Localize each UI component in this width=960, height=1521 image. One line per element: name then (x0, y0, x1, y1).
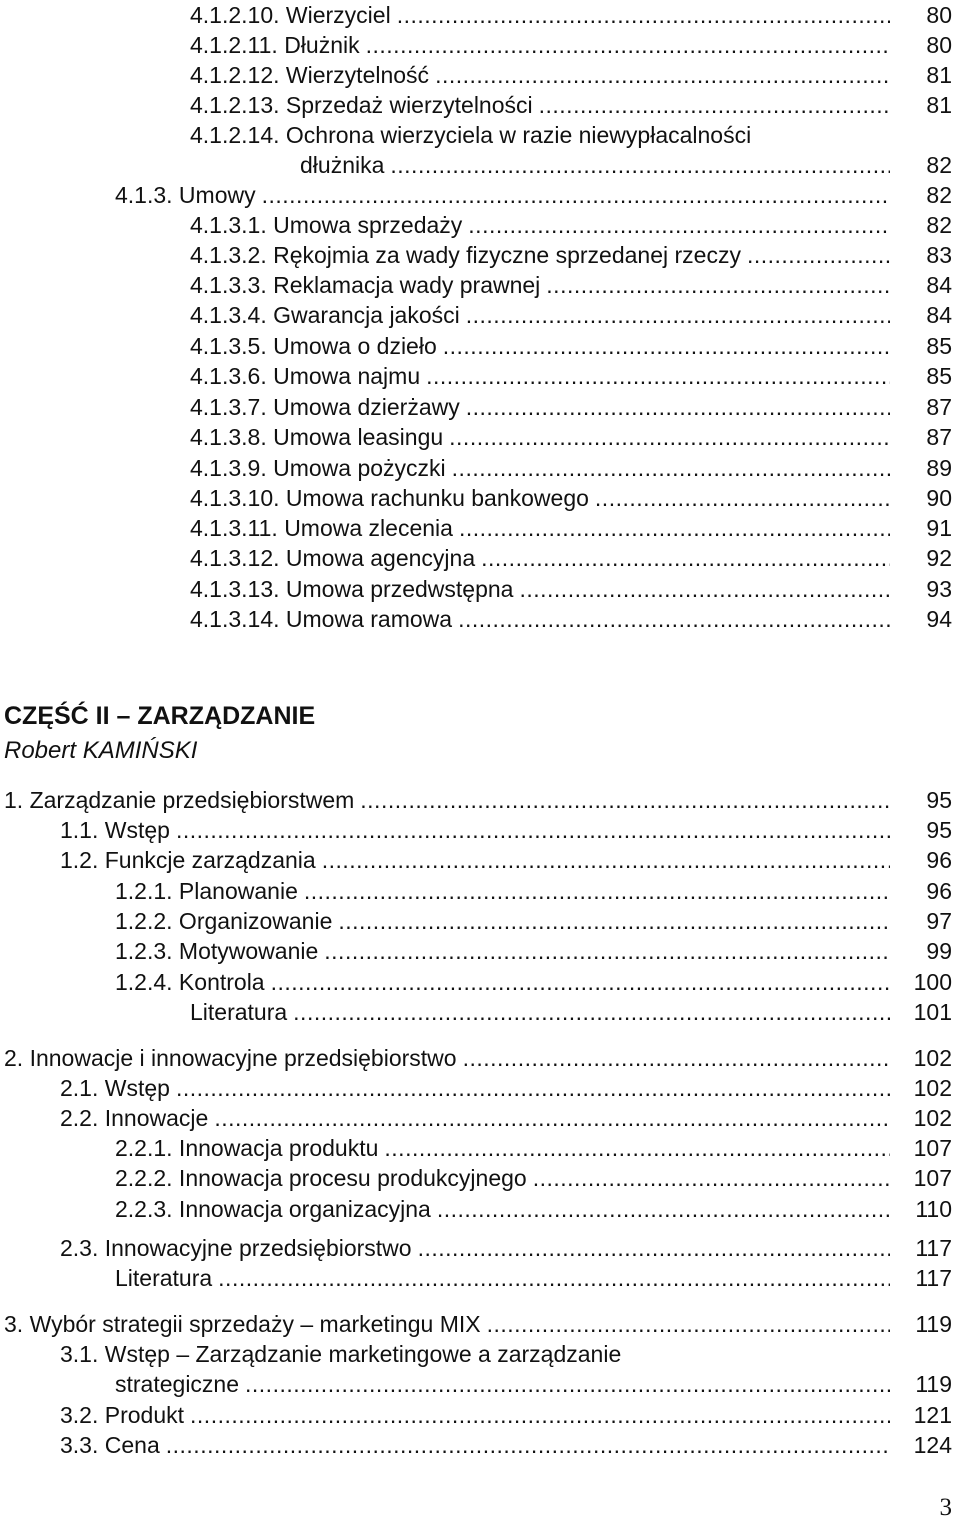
toc-entry (60, 1400, 960, 1430)
toc-entry-page: 95 (926, 817, 952, 843)
toc-entry-page: 85 (926, 333, 952, 359)
toc-leader-dots (452, 604, 890, 634)
toc-entry-line (190, 30, 890, 60)
toc-entry-page: 117 (915, 1235, 952, 1261)
toc-entry-page: 102 (913, 1075, 952, 1101)
toc-leader-dots (431, 1194, 890, 1224)
toc-entry-line (115, 1163, 890, 1193)
toc-leader-dots (316, 845, 890, 875)
toc-leader-dots (332, 906, 890, 936)
toc-entry-page: 82 (926, 182, 952, 208)
toc-entry-title: 4.1.3.13. Umowa przedwstępna (190, 576, 514, 602)
toc-entry (115, 876, 960, 906)
toc-entry-page: 107 (913, 1165, 952, 1191)
toc-leader-dots (457, 1043, 890, 1073)
toc-leader-dots (256, 180, 890, 210)
toc-leader-dots (460, 392, 890, 422)
toc-leader-dots (170, 815, 890, 845)
toc-entry-page: 117 (915, 1265, 952, 1291)
toc-leader-dots (589, 483, 890, 513)
toc-entry (190, 453, 960, 483)
toc-entry (190, 392, 960, 422)
toc-entry-line (190, 120, 890, 150)
toc-leader-dots (540, 270, 890, 300)
toc-entry-line (115, 876, 890, 906)
toc-entry (190, 210, 960, 240)
toc-entry (190, 604, 960, 634)
toc-leader-dots (460, 300, 890, 330)
toc-entry-page: 99 (926, 938, 952, 964)
toc-entry-title: 2. Innowacje i innowacyjne przedsiębiorstwo (4, 1045, 457, 1071)
toc-leader-dots (462, 210, 890, 240)
toc-entry (190, 120, 960, 150)
toc-leader-dots (391, 0, 890, 30)
toc-entry (60, 1430, 960, 1460)
toc-entry-page: 124 (913, 1432, 952, 1458)
toc-leader-dots (212, 1263, 890, 1293)
toc-leader-dots (208, 1103, 890, 1133)
toc-entry-line (190, 422, 890, 452)
toc-entry-line (60, 1073, 890, 1103)
page-number: 3 (939, 1494, 952, 1521)
toc-entry-title: 2.2.3. Innowacja organizacyjna (115, 1196, 431, 1222)
toc-leader-dots (446, 453, 890, 483)
toc-entry-line (115, 967, 890, 997)
toc-entry-title: 4.1.2.10. Wierzyciel (190, 2, 391, 28)
toc-entry (60, 1339, 960, 1369)
toc-entry (190, 422, 960, 452)
toc-entry (60, 845, 960, 875)
toc-entry-line (190, 604, 890, 634)
toc-entry-title: 4.1.3. Umowy (115, 182, 256, 208)
toc-entry-title: 1. Zarządzanie przedsiębiorstwem (4, 787, 355, 813)
toc-entry-title: 4.1.3.10. Umowa rachunku bankowego (190, 485, 589, 511)
toc-entry (115, 1133, 960, 1163)
toc-leader-dots (378, 1133, 890, 1163)
toc-entry-title: 4.1.3.1. Umowa sprzedaży (190, 212, 463, 238)
toc-entry (190, 270, 960, 300)
toc-entry-page: 89 (926, 455, 952, 481)
toc-entry-line (190, 0, 890, 30)
toc-entry (4, 1043, 960, 1073)
part-author: Robert KAMIŃSKI (4, 737, 198, 764)
toc-entry-line (60, 815, 890, 845)
toc-entry-title: dłużnika (300, 152, 385, 178)
toc-entry-line (60, 1400, 890, 1430)
toc-entry-title: 2.3. Innowacyjne przedsiębiorstwo (60, 1235, 412, 1261)
toc-entry (300, 150, 960, 180)
toc-leader-dots (533, 90, 890, 120)
toc-entry-line (115, 180, 890, 210)
toc-leader-dots (412, 1233, 890, 1263)
toc-entry-title: 4.1.3.14. Umowa ramowa (190, 606, 453, 632)
toc-entry-line (190, 543, 890, 573)
toc-entry-title: 3.2. Produkt (60, 1402, 185, 1428)
toc-entry-page: 83 (926, 242, 952, 268)
toc-entry-title: 2.2.2. Innowacja procesu produkcyjnego (115, 1165, 527, 1191)
toc-entry-line (190, 361, 890, 391)
toc-entry-title: 2.2.1. Innowacja produktu (115, 1135, 379, 1161)
toc-entry-title: 3. Wybór strategii sprzedaży – marketingu MIX (4, 1311, 481, 1337)
toc-entry-line (60, 1339, 890, 1369)
toc-entry-page: 85 (926, 363, 952, 389)
toc-entry (190, 60, 960, 90)
toc-entry-page: 121 (913, 1402, 952, 1428)
toc-entry (190, 483, 960, 513)
toc-entry (4, 785, 960, 815)
toc-entry-line (115, 906, 890, 936)
toc-entry (115, 1369, 960, 1399)
toc-entry-title: 1.1. Wstęp (60, 817, 170, 843)
toc-entry-page: 96 (926, 878, 952, 904)
toc-entry (190, 30, 960, 60)
toc-leader-dots (453, 513, 890, 543)
toc-entry-title: 4.1.3.7. Umowa dzierżawy (190, 394, 460, 420)
toc-entry-line (190, 513, 890, 543)
toc-entry (115, 906, 960, 936)
toc-entry-line (190, 574, 890, 604)
toc-entry-page: 119 (915, 1311, 952, 1337)
toc-entry (60, 1103, 960, 1133)
toc-entry-line (190, 997, 890, 1027)
toc-leader-dots (160, 1430, 890, 1460)
toc-entry-title: 2.1. Wstęp (60, 1075, 170, 1101)
toc-entry-page: 100 (913, 969, 952, 995)
toc-entry-line (4, 1043, 890, 1073)
toc-leader-dots (527, 1163, 890, 1193)
toc-entry-page: 90 (926, 485, 952, 511)
toc-leader-dots (741, 240, 890, 270)
toc-leader-dots (184, 1400, 890, 1430)
toc-entry-line (190, 270, 890, 300)
part-heading: CZĘŚĆ II – ZARZĄDZANIE (4, 702, 316, 730)
toc-entry-page: 110 (915, 1196, 952, 1222)
toc-entry-line (190, 331, 890, 361)
toc-entry (60, 815, 960, 845)
toc-entry (190, 331, 960, 361)
toc-entry-title: 4.1.2.14. Ochrona wierzyciela w razie niewypłacalności (190, 122, 752, 148)
toc-entry (190, 513, 960, 543)
toc-entry-title: 4.1.2.12. Wierzytelność (190, 62, 430, 88)
toc-entry-page: 102 (913, 1045, 952, 1071)
toc-entry-title: 2.2. Innowacje (60, 1105, 209, 1131)
toc-leader-dots (513, 574, 890, 604)
toc-entry (190, 997, 960, 1027)
toc-entry-line (190, 453, 890, 483)
toc-entry-page: 82 (926, 212, 952, 238)
toc-entry-page: 84 (926, 302, 952, 328)
toc-leader-dots (298, 876, 890, 906)
toc-entry (190, 361, 960, 391)
toc-entry-title: 3.3. Cena (60, 1432, 160, 1458)
toc-entry (115, 1263, 960, 1293)
toc-entry-line (190, 483, 890, 513)
toc-entry-line (4, 785, 890, 815)
toc-leader-dots (475, 543, 890, 573)
toc-entry-title: 4.1.3.3. Reklamacja wady prawnej (190, 272, 541, 298)
toc-entry (190, 574, 960, 604)
toc-entry-page: 80 (926, 32, 952, 58)
toc-leader-dots (170, 1073, 890, 1103)
toc-leader-dots (239, 1369, 890, 1399)
toc-entry-line (115, 1194, 890, 1224)
toc-entry-title: 1.2.1. Planowanie (115, 878, 298, 904)
toc-entry-page: 101 (913, 999, 952, 1025)
toc-leader-dots (481, 1309, 890, 1339)
toc-entry (190, 543, 960, 573)
toc-entry-title: 4.1.2.13. Sprzedaż wierzytelności (190, 92, 533, 118)
toc-entry-page: 82 (926, 152, 952, 178)
toc-entry (115, 936, 960, 966)
toc-entry (60, 1073, 960, 1103)
toc-entry-line (190, 392, 890, 422)
toc-entry (190, 300, 960, 330)
toc-leader-dots (420, 361, 890, 391)
toc-entry-title: Literatura (115, 1265, 213, 1291)
toc-entry-line (60, 1103, 890, 1133)
toc-entry (115, 1194, 960, 1224)
toc-entry-page: 93 (926, 576, 952, 602)
toc-entry-line (115, 1133, 890, 1163)
toc-entry-page: 81 (926, 62, 952, 88)
toc-entry-page: 102 (913, 1105, 952, 1131)
toc-entry-title: 4.1.3.11. Umowa zlecenia (190, 515, 453, 541)
toc-entry (115, 1163, 960, 1193)
toc-entry-title: 4.1.3.12. Umowa agencyjna (190, 545, 476, 571)
toc-entry (190, 240, 960, 270)
toc-leader-dots (265, 967, 890, 997)
toc-entry-page: 92 (926, 545, 952, 571)
toc-leader-dots (287, 997, 890, 1027)
toc-entry (190, 90, 960, 120)
toc-entry-title: 4.1.3.2. Rękojmia za wady fizyczne sprzedanej rzeczy (190, 242, 741, 268)
toc-leader-dots (429, 60, 890, 90)
toc-leader-dots (354, 785, 890, 815)
toc-entry (60, 1233, 960, 1263)
toc-entry-line (4, 1309, 890, 1339)
toc-entry-line (60, 845, 890, 875)
toc-leader-dots (318, 936, 890, 966)
toc-entry-page: 91 (926, 515, 952, 541)
toc-entry-line (190, 210, 890, 240)
toc-entry (115, 180, 960, 210)
toc-entry-page: 87 (926, 394, 952, 420)
toc-entry-page: 97 (926, 908, 952, 934)
toc-entry-page: 96 (926, 847, 952, 873)
toc-entry (190, 0, 960, 30)
toc-entry-line (60, 1430, 890, 1460)
toc-leader-dots (443, 422, 890, 452)
toc-entry (4, 1309, 960, 1339)
toc-entry-line (115, 1369, 890, 1399)
toc-entry-page: 94 (926, 606, 952, 632)
toc-entry-title: 1.2. Funkcje zarządzania (60, 847, 316, 873)
toc-entry-line (300, 150, 890, 180)
toc-entry-title: 4.1.3.4. Gwarancja jakości (190, 302, 460, 328)
toc-entry-title: 4.1.3.6. Umowa najmu (190, 363, 421, 389)
toc-leader-dots (437, 331, 890, 361)
toc-leader-dots (384, 150, 890, 180)
toc-entry-title: 1.2.4. Kontrola (115, 969, 265, 995)
toc-entry-page: 84 (926, 272, 952, 298)
toc-entry-line (190, 60, 890, 90)
toc-entry-line (190, 240, 890, 270)
toc-entry-line (190, 90, 890, 120)
toc-entry-page: 107 (913, 1135, 952, 1161)
toc-entry-page: 95 (926, 787, 952, 813)
toc-entry-line (115, 1263, 890, 1293)
toc-leader-dots (360, 30, 890, 60)
toc-entry-page: 81 (926, 92, 952, 118)
toc-entry-title: 3.1. Wstęp – Zarządzanie marketingowe a zarządzanie (60, 1341, 622, 1367)
toc-entry-line (190, 300, 890, 330)
toc-entry-title: 4.1.2.11. Dłużnik (190, 32, 360, 58)
toc-entry-title: 1.2.2. Organizowanie (115, 908, 333, 934)
toc-entry-page: 87 (926, 424, 952, 450)
toc-entry-title: strategiczne (115, 1371, 240, 1397)
toc-entry-page: 80 (926, 2, 952, 28)
toc-entry-title: 1.2.3. Motywowanie (115, 938, 319, 964)
toc-entry-title: Literatura (190, 999, 288, 1025)
toc-entry-title: 4.1.3.8. Umowa leasingu (190, 424, 444, 450)
toc-entry-line (115, 936, 890, 966)
toc-entry (115, 967, 960, 997)
toc-entry-page: 119 (915, 1371, 952, 1397)
toc-entry-title: 4.1.3.5. Umowa o dzieło (190, 333, 437, 359)
toc-entry-title: 4.1.3.9. Umowa pożyczki (190, 455, 446, 481)
toc-entry-line (60, 1233, 890, 1263)
